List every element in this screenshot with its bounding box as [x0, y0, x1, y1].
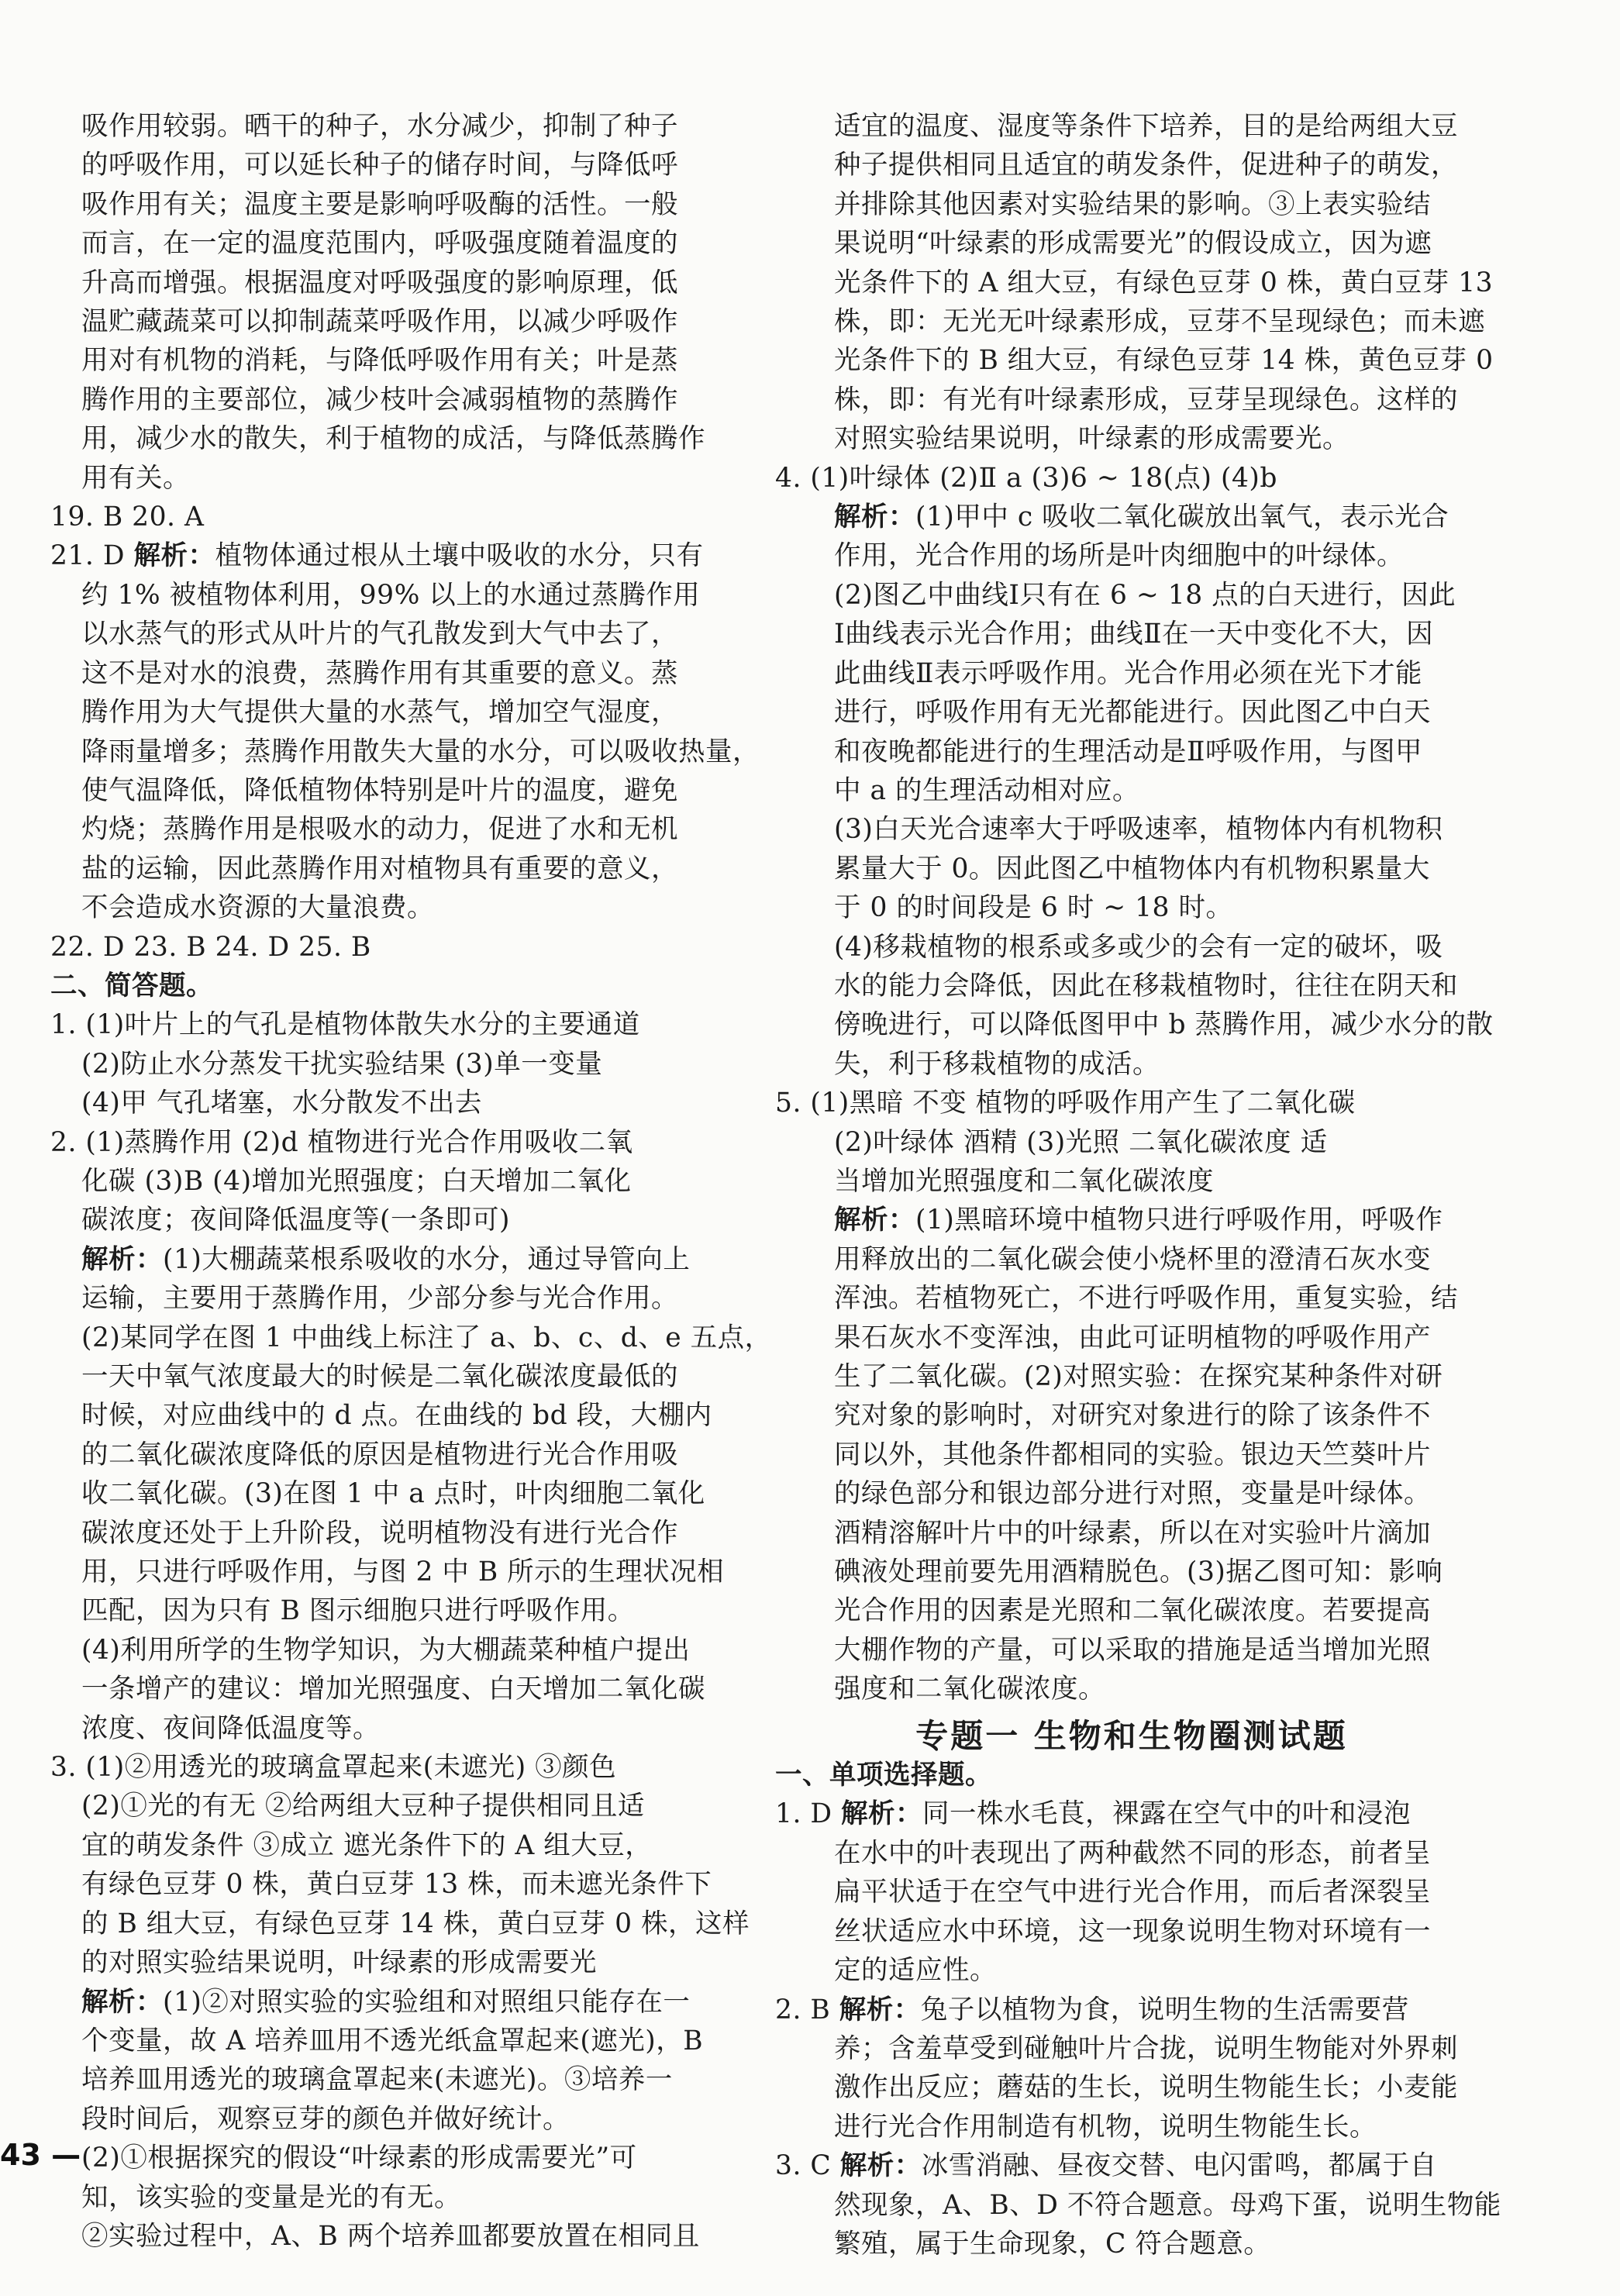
text-line — [50, 1553, 732, 1591]
text-line — [775, 654, 1457, 693]
text-line — [50, 928, 732, 967]
text-line — [775, 536, 1457, 575]
text-line — [775, 341, 1494, 380]
line-text: 对照实验结果说明，叶绿素的形成需要光。 — [834, 423, 1349, 455]
text-line — [50, 810, 732, 849]
line-text: 宜的萌发条件 ③成立 遮光条件下的 A 组大豆， — [81, 1829, 653, 1861]
text-line — [50, 1201, 732, 1239]
line-text: 在水中的叶表现出了两种截然不同的形态，前者呈 — [834, 1837, 1431, 1869]
text-line — [50, 1396, 732, 1435]
page-number: 43 — — [0, 2138, 81, 2172]
text-line — [50, 1905, 750, 1943]
line-text: 进行光合作用制造有机物，说明生物能生长。 — [834, 2111, 1377, 2143]
line-text: 定的适应性。 — [834, 1955, 997, 1987]
line-text: 酒精溶解叶片中的叶绿素，所以在对实验叶片滴加 — [834, 1517, 1431, 1549]
line-text: 专题一 生物和生物圈测试题 — [915, 1716, 1348, 1755]
line-text: 生了二氧化碳。(2)对照实验：在探究某种条件对研 — [834, 1361, 1443, 1392]
text-line — [50, 341, 732, 380]
line-text: 使气温降低，降低植物体特别是叶片的温度，避免 — [81, 774, 678, 806]
text-line — [50, 536, 732, 575]
analysis-label: 解析： — [81, 1243, 163, 1275]
text-line — [775, 1474, 1457, 1513]
text-line — [775, 1319, 1457, 1357]
text-line — [775, 302, 1485, 341]
text-line — [775, 1123, 1457, 1162]
text-line — [50, 107, 732, 146]
line-text: 养；含羞草受到碰触叶片合拢，说明生物能对外界刺 — [834, 2032, 1458, 2064]
line-text: 傍晚进行，可以降低图甲中 b 蒸腾作用，减少水分的散 — [834, 1009, 1494, 1041]
line-text: 于 0 的时间段是 6 时 ~ 18 时。 — [834, 892, 1233, 924]
line-text: 的呼吸作用，可以延长种子的储存时间，与降低呼 — [81, 150, 678, 181]
line-text: 株，即：无光无叶绿素形成，豆芽不呈现绿色；而未遮 — [834, 306, 1485, 338]
line-text: 激作出反应；蘑菇的生长，说明生物能生长；小麦能 — [834, 2072, 1458, 2104]
line-text: 浑浊。若植物死亡，不进行呼吸作用，重复实验，结 — [834, 1283, 1458, 1315]
line-text: 22. D 23. B 24. D 25. B — [50, 931, 371, 963]
line-text: 腾作用为大气提供大量的水蒸气，增加空气湿度， — [81, 697, 678, 729]
line-text: 同以外，其他条件都相同的实验。银边天竺葵叶片 — [834, 1439, 1431, 1470]
text-line — [775, 459, 1457, 498]
line-text: 19. B 20. A — [50, 502, 205, 533]
line-text: 碘液处理前要先用酒精脱色。(3)据乙图可知：影响 — [834, 1557, 1443, 1588]
line-text: 繁殖，属于生命现象，C 符合题意。 — [834, 2228, 1271, 2260]
text-line — [50, 771, 732, 810]
text-line — [775, 1084, 1457, 1122]
analysis-label: 解析： — [133, 540, 215, 572]
text-line — [50, 264, 732, 302]
text-line — [50, 381, 732, 419]
line-text: 化碳 (3)B (4)增加光照强度；白天增加二氧化 — [81, 1165, 632, 1197]
text-line — [775, 1005, 1494, 1044]
line-text: 温贮藏蔬菜可以抑制蔬菜呼吸作用，以减少呼吸作 — [81, 306, 678, 338]
line-text: 2. B — [775, 1994, 839, 2025]
text-line — [50, 576, 732, 615]
line-text: 种子提供相同且适宜的萌发条件，促进种子的萌发， — [834, 150, 1458, 181]
line-text: Ⅰ曲线表示光合作用；曲线Ⅱ在一天中变化不大，因 — [834, 619, 1434, 650]
line-text: 当增加光照强度和二氧化碳浓度 — [834, 1165, 1214, 1197]
text-line — [775, 1436, 1457, 1474]
line-text-rest: (1)大棚蔬菜根系吸收的水分，通过导管向上 — [163, 1243, 691, 1275]
text-line — [775, 1794, 1457, 1833]
text-line — [775, 107, 1457, 146]
text-line — [50, 850, 732, 888]
text-line — [775, 1991, 1457, 2029]
line-text: 段时间后，观察豆芽的颜色并做好统计。 — [81, 2103, 570, 2135]
line-text: 知，该实验的变量是光的有无。 — [81, 2181, 461, 2213]
line-text: 个变量，故 A 培养皿用不透光纸盒罩起来(遮光)，B — [81, 2025, 704, 2056]
text-line — [775, 1045, 1457, 1084]
line-text: (2)叶绿体 酒精 (3)光照 二氧化碳浓度 适 — [834, 1126, 1328, 1158]
text-line — [50, 1983, 732, 2022]
line-text: 果石灰水不变浑浊，由此可证明植物的呼吸作用产 — [834, 1322, 1431, 1353]
line-text: 究对象的影响时，对研究对象进行的除了该条件不 — [834, 1400, 1431, 1432]
line-text: 用，只进行呼吸作用，与图 2 中 B 所示的生理状况相 — [81, 1557, 725, 1588]
line-text: 的 B 组大豆，有绿色豆芽 14 株，黄白豆芽 0 株，这样 — [81, 1908, 750, 1939]
text-line — [50, 1787, 732, 1825]
text-line — [775, 967, 1457, 1005]
text-line — [775, 1631, 1457, 1670]
line-text: 灼烧；蒸腾作用是根吸水的动力，促进了水和无机 — [81, 814, 678, 846]
text-line — [50, 146, 732, 184]
text-line — [775, 1951, 1457, 1990]
text-line — [775, 498, 1457, 536]
line-text: 盐的运输，因此蒸腾作用对植物具有重要的意义， — [81, 853, 678, 884]
line-text-rest: 植物体通过根从土壤中吸收的水分，只有 — [215, 540, 704, 572]
line-text: 光条件下的 B 组大豆，有绿色豆芽 14 株，黄色豆芽 0 — [834, 345, 1494, 377]
line-text: 光条件下的 A 组大豆，有绿色豆芽 0 株，黄白豆芽 13 — [834, 267, 1494, 298]
line-text: 的绿色部分和银边部分进行对照，变量是叶绿体。 — [834, 1478, 1431, 1510]
line-text: (2)①光的有无 ②给两组大豆种子提供相同且适 — [81, 1791, 645, 1822]
line-text: 用有关。 — [81, 462, 190, 494]
text-line — [50, 185, 732, 224]
text-line — [50, 1436, 732, 1474]
section-title — [775, 1717, 1457, 1756]
text-line — [50, 654, 732, 693]
text-line — [775, 2146, 1457, 2185]
analysis-label: 解析： — [81, 1986, 163, 2018]
text-line — [775, 1279, 1457, 1318]
text-line — [50, 1591, 732, 1630]
line-text: 一条增产的建议：增加光照强度、白天增加二氧化碳 — [81, 1674, 705, 1705]
text-line — [50, 498, 732, 536]
text-line — [50, 1240, 732, 1279]
line-text: 3. (1)②用透光的玻璃盒罩起来(未遮光) ③颜色 — [50, 1752, 617, 1784]
line-text-rest: (1)甲中 c 吸收二氧化碳放出氧气，表示光合 — [915, 502, 1449, 533]
analysis-label: 解析： — [834, 502, 915, 533]
text-line — [775, 1553, 1457, 1591]
text-line — [775, 2029, 1457, 2068]
line-text: 有绿色豆芽 0 株，黄白豆芽 13 株，而未遮光条件下 — [81, 1869, 712, 1901]
text-line — [775, 888, 1457, 927]
analysis-label: 解析： — [834, 1205, 915, 1236]
text-line — [775, 2108, 1457, 2146]
text-line — [50, 1670, 732, 1708]
line-text: 此曲线Ⅱ表示呼吸作用。光合作用必须在光下才能 — [834, 657, 1422, 689]
line-text: 进行，呼吸作用有无光都能进行。因此图乙中白天 — [834, 697, 1431, 729]
text-line — [775, 1162, 1457, 1201]
line-text: 1. (1)叶片上的气孔是植物体散失水分的主要通道 — [50, 1009, 640, 1041]
text-line — [775, 1240, 1457, 1279]
line-text: 降雨量增多；蒸腾作用散失大量的水分，可以吸收热量， — [81, 736, 760, 767]
line-text: 吸作用有关；温度主要是影响呼吸酶的活性。一般 — [81, 188, 678, 220]
text-line — [50, 2139, 732, 2177]
text-line — [50, 1943, 732, 1982]
text-line — [50, 2100, 732, 2139]
line-text: 中 a 的生理活动相对应。 — [834, 774, 1140, 806]
line-text: 碳浓度；夜间降低温度等(一条即可) — [81, 1205, 510, 1236]
text-line — [50, 419, 732, 458]
text-line — [50, 459, 732, 498]
text-line — [775, 1670, 1457, 1708]
right-column — [775, 107, 1501, 2263]
text-line — [775, 693, 1457, 732]
line-text: (2)图乙中曲线Ⅰ只有在 6 ~ 18 点的白天进行，因此 — [834, 579, 1456, 611]
text-line — [775, 810, 1457, 849]
section-heading — [50, 967, 732, 1005]
analysis-label: 解析： — [839, 1994, 921, 2025]
text-line — [775, 1514, 1457, 1553]
text-line — [775, 733, 1457, 771]
line-text: 不会造成水资源的大量浪费。 — [81, 892, 434, 924]
text-line — [50, 1748, 732, 1787]
text-line — [50, 2060, 732, 2099]
text-line — [50, 224, 732, 263]
text-line — [775, 576, 1457, 615]
line-text: 扁平状适于在空气中进行光合作用，而后者深裂呈 — [834, 1877, 1431, 1908]
line-text: 光合作用的因素是光照和二氧化碳浓度。若要提高 — [834, 1595, 1431, 1627]
text-line — [50, 888, 732, 927]
line-text: 约 1% 被植物体利用，99% 以上的水通过蒸腾作用 — [81, 579, 701, 611]
text-line — [775, 1591, 1457, 1630]
line-text: 4. (1)叶绿体 (2)Ⅱ a (3)6 ~ 18(点) (4)b — [775, 462, 1277, 494]
line-text: 3. C — [775, 2150, 840, 2182]
line-text: (2)防止水分蒸发干扰实验结果 (3)单一变量 — [81, 1048, 603, 1080]
line-text: (4)移栽植物的根系或多或少的会有一定的破坏，吸 — [834, 931, 1443, 963]
text-line — [775, 1396, 1457, 1435]
line-text: 作用，光合作用的场所是叶肉细胞中的叶绿体。 — [834, 540, 1404, 572]
text-line — [775, 1873, 1457, 1912]
text-line — [50, 1084, 732, 1122]
text-line — [50, 1709, 732, 1748]
line-text: 大棚作物的产量，可以采取的措施是适当增加光照 — [834, 1634, 1431, 1666]
line-text: 吸作用较弱。晒干的种子，水分减少，抑制了种子 — [81, 111, 678, 142]
line-text: 浓度、夜间降低温度等。 — [81, 1712, 380, 1744]
text-line — [775, 928, 1457, 967]
text-line — [50, 1279, 732, 1318]
text-line — [775, 2068, 1457, 2107]
text-line — [775, 1201, 1457, 1239]
line-text: 果说明“叶绿素的形成需要光”的假设成立，因为遮 — [834, 228, 1432, 260]
text-line — [50, 733, 760, 771]
text-line — [50, 2178, 732, 2217]
text-line — [775, 2225, 1457, 2263]
text-line — [50, 1826, 732, 1865]
line-text: (4)甲 气孔堵塞，水分散发不出去 — [81, 1088, 482, 1119]
text-line — [50, 1474, 732, 1513]
text-line — [50, 1162, 732, 1201]
line-text: 用，减少水的散失，利于植物的成活，与降低蒸腾作 — [81, 423, 705, 455]
text-line — [50, 1123, 732, 1162]
text-line — [50, 2217, 732, 2256]
line-text: 21. D — [50, 540, 134, 572]
analysis-label: 解析： — [841, 1798, 923, 1830]
line-text: (3)白天光合速率大于呼吸速率，植物体内有机物积 — [834, 814, 1443, 846]
line-text: 腾作用的主要部位，减少枝叶会减弱植物的蒸腾作 — [81, 384, 678, 415]
line-text: 1. D — [775, 1798, 842, 1830]
text-line — [50, 693, 732, 732]
text-line — [775, 264, 1494, 302]
line-text: 运输，主要用于蒸腾作用，少部分参与光合作用。 — [81, 1283, 678, 1315]
text-line — [50, 302, 732, 341]
line-text: 株，即：有光有叶绿素形成，豆芽呈现绿色。这样的 — [834, 384, 1458, 415]
section-heading — [775, 1756, 1457, 1794]
line-text-rest: 兔子以植物为食，说明生物的生活需要营 — [920, 1994, 1409, 2025]
line-text: ②实验过程中，A、B 两个培养皿都要放置在相同且 — [81, 2220, 700, 2252]
line-text: 一天中氧气浓度最大的时候是二氧化碳浓度最低的 — [81, 1361, 678, 1392]
line-text: 并排除其他因素对实验结果的影响。③上表实验结 — [834, 188, 1431, 220]
text-line — [775, 381, 1457, 419]
line-text: 失，利于移栽植物的成活。 — [834, 1048, 1160, 1080]
line-text: 用对有机物的消耗，与降低呼吸作用有关；叶是蒸 — [81, 345, 678, 377]
line-text: 的对照实验结果说明，叶绿素的形成需要光 — [81, 1947, 597, 1979]
text-line — [50, 1045, 732, 1084]
analysis-label: 解析： — [839, 2150, 922, 2182]
line-text: (2)某同学在图 1 中曲线上标注了 a、b、c、d、e 五点， — [81, 1322, 772, 1353]
line-text: 用释放出的二氧化碳会使小烧杯里的澄清石灰水变 — [834, 1243, 1431, 1275]
line-text: 然现象，A、B、D 不符合题意。母鸡下蛋，说明生物能 — [834, 2189, 1501, 2221]
line-text: 累量大于 0。因此图乙中植物体内有机物积累量大 — [834, 853, 1430, 884]
text-line — [775, 1834, 1457, 1873]
line-text: (4)利用所学的生物学知识，为大棚蔬菜种植户提出 — [81, 1634, 691, 1666]
line-text: 二、简答题。 — [50, 970, 213, 1001]
line-text: 和夜晚都能进行的生理活动是Ⅱ呼吸作用，与图甲 — [834, 736, 1422, 767]
line-text: 适宜的温度、湿度等条件下培养，目的是给两组大豆 — [834, 111, 1458, 142]
text-line — [50, 1865, 732, 1904]
line-text: 以水蒸气的形式从叶片的气孔散发到大气中去了， — [81, 619, 678, 650]
line-text: 一、单项选择题。 — [775, 1760, 992, 1791]
text-line — [775, 146, 1457, 184]
line-text-rest: (1)②对照实验的实验组和对照组只能存在一 — [163, 1986, 691, 2018]
text-line — [775, 1912, 1457, 1951]
text-line — [50, 615, 732, 653]
line-text: 培养皿用透光的玻璃盒罩起来(未遮光)。③培养一 — [81, 2064, 673, 2096]
line-text: 水的能力会降低，因此在移栽植物时，往往在阴天和 — [834, 970, 1458, 1001]
line-text: 2. (1)蒸腾作用 (2)d 植物进行光合作用吸收二氧 — [50, 1126, 633, 1158]
line-text: 这不是对水的浪费，蒸腾作用有其重要的意义。蒸 — [81, 657, 678, 689]
line-text: 碳浓度还处于上升阶段，说明植物没有进行光合作 — [81, 1517, 678, 1549]
text-line — [775, 771, 1457, 810]
line-text-rest: 同一株水毛茛，裸露在空气中的叶和浸泡 — [922, 1798, 1411, 1830]
line-text: 收二氧化碳。(3)在图 1 中 a 点时，叶肉细胞二氧化 — [81, 1478, 705, 1510]
text-line — [50, 1357, 732, 1396]
line-text: 升高而增强。根据温度对呼吸强度的影响原理，低 — [81, 267, 678, 298]
text-line — [775, 1357, 1457, 1396]
text-line — [50, 2022, 732, 2060]
line-text-rest: (1)黑暗环境中植物只进行呼吸作用，呼吸作 — [915, 1205, 1443, 1236]
line-text: (2)①根据探究的假设“叶绿素的形成需要光”可 — [81, 2143, 637, 2174]
text-line — [775, 185, 1457, 224]
text-line — [50, 1319, 772, 1357]
line-text: 而言，在一定的温度范围内，呼吸强度随着温度的 — [81, 228, 678, 260]
line-text: 匹配，因为只有 B 图示细胞只进行呼吸作用。 — [81, 1595, 635, 1627]
text-line — [775, 419, 1457, 458]
text-line — [775, 850, 1457, 888]
line-text: 时候，对应曲线中的 d 点。在曲线的 bd 段，大棚内 — [81, 1400, 712, 1432]
line-text-rest: 冰雪消融、昼夜交替、电闪雷鸣，都属于自 — [921, 2150, 1437, 2182]
line-text: 的二氧化碳浓度降低的原因是植物进行光合作用吸 — [81, 1439, 678, 1470]
line-text: 强度和二氧化碳浓度。 — [834, 1674, 1105, 1705]
text-line — [50, 1631, 732, 1670]
line-text: 5. (1)黑暗 不变 植物的呼吸作用产生了二氧化碳 — [775, 1088, 1356, 1119]
line-text: 丝状适应水中环境，这一现象说明生物对环境有一 — [834, 1915, 1431, 1947]
text-line — [50, 1514, 732, 1553]
left-column — [50, 107, 772, 2256]
text-line — [50, 1005, 732, 1044]
text-line — [775, 224, 1457, 263]
text-line — [775, 615, 1457, 653]
text-line — [775, 2186, 1501, 2225]
